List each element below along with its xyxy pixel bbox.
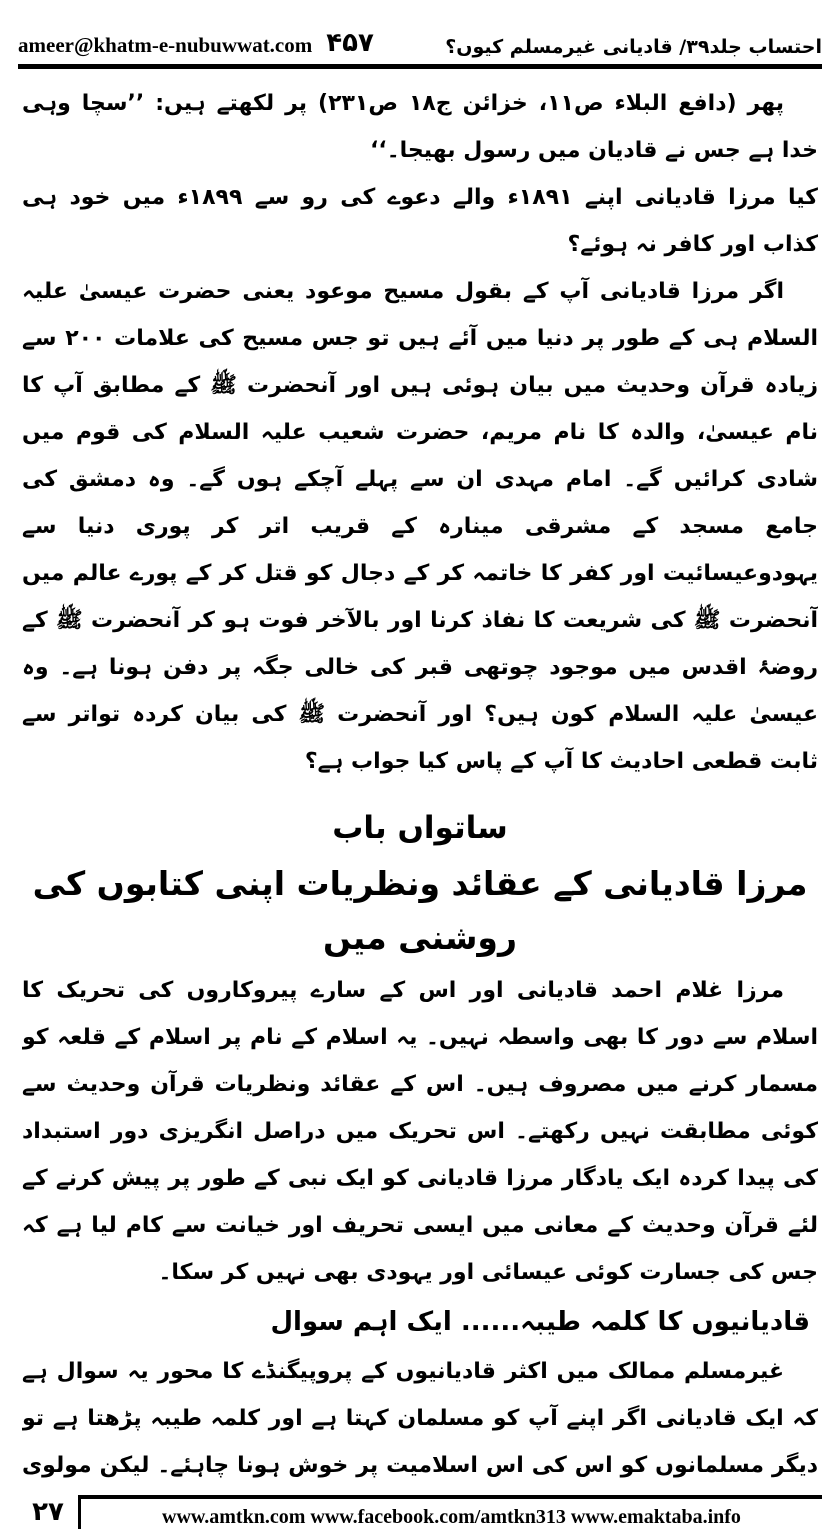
paragraph-chapter-intro: مرزا غلام احمد قادیانی اور اس کے سارے پیروکاروں کی تحریک کا اسلام سے دور کا بھی واسطہ نہیں۔ یہ اسلام کے نام پر اسلام کے قلعہ کو مسمار کرنے میں مصروف ہیں۔ اس کے عقائد ونظریات قرآن وحدیث سے کوئی مطابقت نہیں رکھتے۔ اس تحریک میں دراصل انگریزی دور استبداد کی پیدا کردہ ایک یادگار مرزا قادیانی کو ایک نبی کے طور پر پیش کرنے کے لئے قرآن وحدیث کے معانی میں ایسی تحریف اور خیانت سے کام لیا ہے کہ جس کی جسارت کوئی عیسائی اور یہودی بھی نہیں کر سکا۔ bbox=[22, 978, 818, 1285]
page-header bbox=[18, 14, 822, 58]
paragraph-section: غیرمسلم ممالک میں اکثر قادیانیوں کے پروپیگنڈے کا محور یہ سوال ہے کہ ایک قادیانی اگر اپنے آپ کو مسلمان کہتا ہے اور کلمہ طیبہ پڑھتا ہے تو دیگر مسلمانوں کو اس کی اس اسلامیت پر خوش ہونا چاہئے۔ لیکن مولوی bbox=[22, 1359, 818, 1478]
paragraph-question: کیا مرزا قادیانی اپنے ۱۸۹۱ء والے دعوے کی رو سے ۱۸۹۹ء میں خود ہی کذاب اور کافر نہ ہوئے؟ bbox=[22, 185, 818, 257]
chapter-number: ساتواں باب bbox=[332, 810, 508, 846]
footer-number: ۲۷ bbox=[18, 1495, 81, 1529]
header-running-title: احتساب جلد۳۹/ قادیانی غیرمسلم کیوں؟ bbox=[445, 36, 822, 58]
page-footer bbox=[18, 1493, 822, 1531]
header-email: ameer@khatm-e-nubuwwat.com bbox=[18, 33, 313, 57]
footer-links-area bbox=[81, 1495, 822, 1529]
paragraph-quote: پھر (دافع البلاء ص۱۱، خزائن ج۱۸ ص۲۳۱) پر لکھتے ہیں: ’’سچا وہی خدا ہے جس نے قادیان میں رسول بھیجا۔‘‘ bbox=[22, 91, 818, 163]
header-left bbox=[18, 28, 374, 58]
footer-rule bbox=[81, 1495, 822, 1499]
chapter-title: مرزا قادیانی کے عقائد ونظریات اپنی کتابوں کی روشنی میں bbox=[32, 864, 808, 957]
paragraph-signs: اگر مرزا قادیانی آپ کے بقول مسیح موعود یعنی حضرت عیسیٰ علیہ السلام ہی کے طور پر دنیا میں آئے ہیں تو جس مسیح کی علامات ۲۰۰ سے زیادہ قرآن وحدیث میں بیان ہوئی ہیں اور آنحضرت ﷺ کے مطابق آپ کا نام عیسیٰ، والدہ کا نام مریم، حضرت شعیب علیہ السلام کی قوم میں شادی کرائیں گے۔ امام مہدی ان سے پہلے آچکے ہوں گے۔ وہ دمشق کی جامع مسجد کے مشرقی مینارہ کے قریب اتر کر پوری دنیا سے یہودوعیسائیت اور کفر کا خاتمہ کر کے دجال کو قتل کر کے پورے عالم میں آنحضرت ﷺ کی شریعت کا نفاذ کرنا اور بالآخر فوت ہو کر آنحضرت ﷺ کے روضۂ اقدس میں موجود چوتھی قبر کی خالی جگہ پر دفن ہونا ہے۔ وہ عیسیٰ علیہ السلام کون ہیں؟ اور آنحضرت ﷺ کی بیان کردہ تواتر سے ثابت قطعی احادیث کا آپ کے پاس کیا جواب ہے؟ bbox=[22, 279, 818, 774]
footer-links: www.amtkn.com www.facebook.com/amtkn313 www.emaktaba.info bbox=[162, 1506, 741, 1528]
header-page-number: ۴۵۷ bbox=[326, 28, 374, 58]
section-heading: قادیانیوں کا کلمہ طیبہ...... ایک اہم سوال bbox=[270, 1307, 810, 1337]
page-content bbox=[22, 80, 818, 1480]
header-rule bbox=[18, 64, 822, 69]
